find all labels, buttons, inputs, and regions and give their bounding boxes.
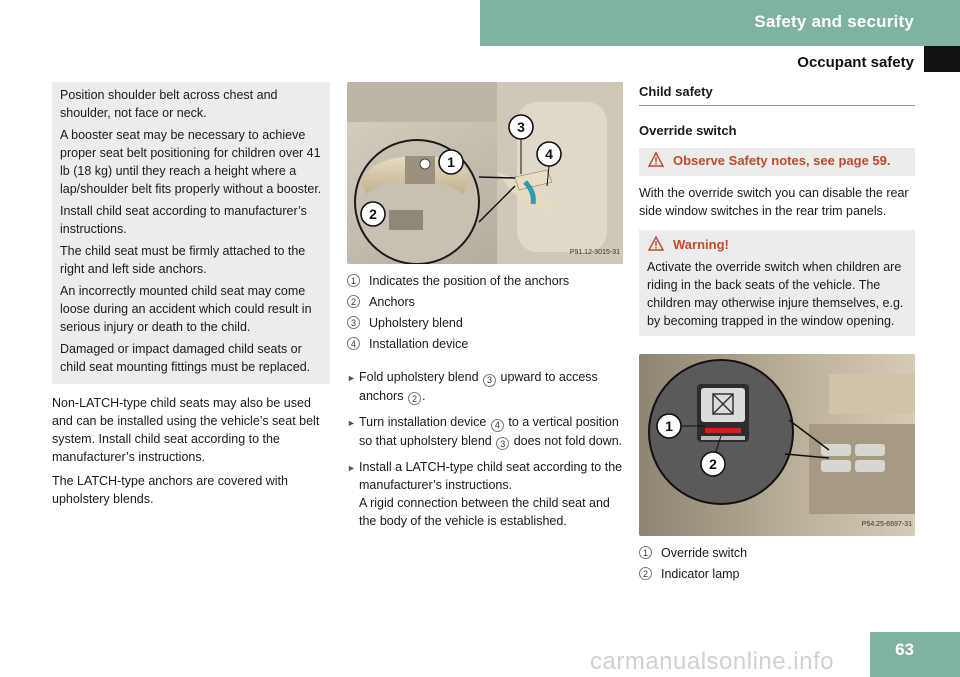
subsection-title: Occupant safety xyxy=(797,54,914,71)
legend-item: 1 Indicates the position of the anchors xyxy=(347,270,623,291)
callout-1 xyxy=(657,414,681,438)
instruction-step: ► Fold upholstery blend 3 upward to access anchors 2 . xyxy=(347,370,598,404)
note-paragraph: A booster seat may be necessary to achieve proper seat belt positioning for children over 41 lb (18 kg) until they reach a height where a lap/shoulder belt fits properly without a booster. xyxy=(60,128,322,196)
note-paragraph: Install child seat according to manufacturer’s instructions. xyxy=(60,204,307,236)
seat-anchor-figure xyxy=(347,82,623,264)
figure-legend xyxy=(639,542,915,584)
instruction-step: ► Install a LATCH-type child seat according to the manufacturer’s instructions. A rigid connection between the child seat and the body of the vehicle is established. xyxy=(347,460,623,528)
svg-text:2: 2 xyxy=(709,456,717,472)
warning-triangle-icon xyxy=(647,152,665,167)
child-safety-heading: Child safety xyxy=(639,83,915,106)
note-paragraph: An incorrectly mounted child seat may come loose during an accident which could result in serious injury or death to the child. xyxy=(60,284,312,334)
legend-item: 2 Indicator lamp xyxy=(639,563,915,584)
figure-legend xyxy=(347,270,623,354)
svg-text:1: 1 xyxy=(447,154,455,170)
warning-title: Warning! xyxy=(673,237,729,252)
legend-item: 2 Anchors xyxy=(347,291,623,312)
bullet-arrow-icon: ► xyxy=(347,373,356,383)
svg-text:4: 4 xyxy=(545,146,553,162)
callout-4 xyxy=(537,142,561,166)
column-1 xyxy=(52,82,330,514)
column-2 xyxy=(347,82,623,538)
legend-item: 1 Override switch xyxy=(639,542,915,563)
page-number: 63 xyxy=(895,640,914,659)
legend-item: 4 Installation device xyxy=(347,333,623,354)
note-paragraph: Damaged or impact damaged child seats or child seat mounting fittings must be replaced. xyxy=(60,342,311,374)
column-3 xyxy=(639,82,915,598)
page-number-tab xyxy=(870,632,960,677)
legend-item: 3 Upholstery blend xyxy=(347,312,623,333)
warning-box xyxy=(639,230,915,336)
door-panel-illustration xyxy=(639,354,915,536)
watermark: carmanualsonline.info xyxy=(590,648,834,675)
bullet-arrow-icon: ► xyxy=(347,418,356,428)
note-paragraph: Position shoulder belt across chest and shoulder, not face or neck. xyxy=(60,88,278,120)
safety-note-link[interactable]: Observe Safety notes, see page 59. xyxy=(673,153,891,168)
svg-text:2: 2 xyxy=(369,206,377,222)
thumb-tab xyxy=(924,46,960,72)
body-paragraph: Non-LATCH-type child seats may also be used and can be installed using the vehicle’s seat belt system. Install child seat according to the manufacturer’s instructions. xyxy=(52,396,320,464)
callout-3 xyxy=(509,115,533,139)
callout-2 xyxy=(361,202,385,226)
warning-triangle-icon xyxy=(647,236,665,251)
callout-1 xyxy=(439,150,463,174)
warning-text: Activate the override switch when children are riding in the back seats of the vehicle. The children may otherwise injure themselves, e.g. by becoming trapped in the window opening. xyxy=(647,260,904,328)
body-paragraph: With the override switch you can disable the rear side window switches in the rear trim panels. xyxy=(639,186,909,218)
note-paragraph: The child seat must be firmly attached to the right and left side anchors. xyxy=(60,244,306,276)
safety-note-box xyxy=(639,148,915,176)
callout-2 xyxy=(701,452,725,476)
bullet-arrow-icon: ► xyxy=(347,463,356,473)
override-switch-heading: Override switch xyxy=(639,123,737,138)
safety-notes-box xyxy=(52,82,330,384)
svg-text:1: 1 xyxy=(665,418,673,434)
section-title: Safety and security xyxy=(754,12,914,31)
figure-label: P54.25-6697-31 xyxy=(861,521,912,528)
figure-label: P91.12-3015-31 xyxy=(569,249,620,256)
instruction-step: ► Turn installation device 4 to a vertical position so that upholstery blend 3 does not fold down. xyxy=(347,415,623,449)
svg-text:3: 3 xyxy=(517,119,525,135)
seat-anchor-illustration xyxy=(347,82,623,264)
body-paragraph: The LATCH-type anchors are covered with upholstery blends. xyxy=(52,474,288,506)
override-switch-figure xyxy=(639,354,915,536)
